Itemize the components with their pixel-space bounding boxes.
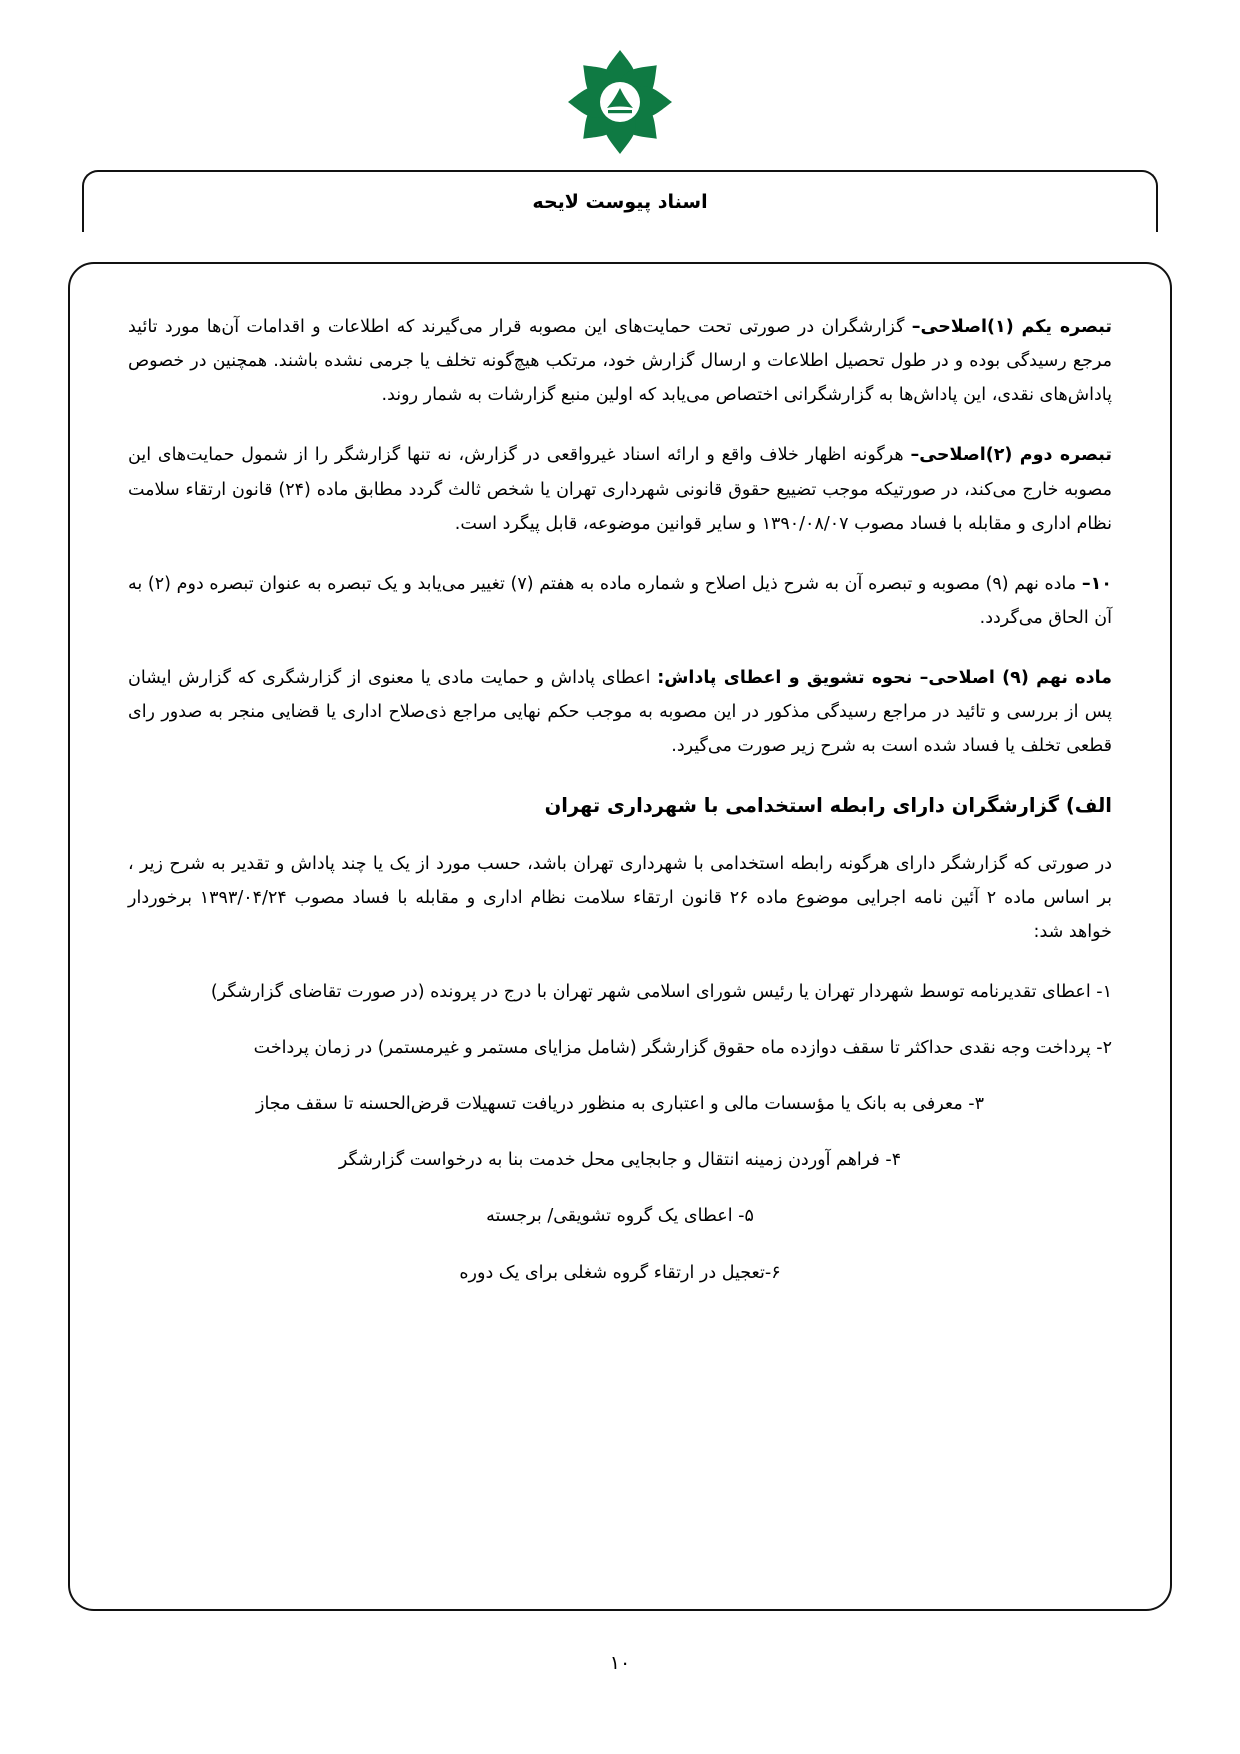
section-heading: الف) گزارشگران دارای رابطه استخدامی با شهرداری تهران [544, 794, 1112, 818]
paragraph-note-2-text: هرگونه اظهار خلاف واقع و ارائه اسناد غیرواقعی در گزارش، نه تنها گزارشگر را از شمول حمایت‌های این مصوبه خارج می‌کند، در صورتیکه موجب تضییع حقوق قانونی شهرداری تهران یا شخص ثالث گردد مطابق ماده (۲۴) قانون ارتقاء سلامت نظام اداری و مقابله با فساد مصوب ۱۳۹۰/۰۸/۰۷ و سایر قوانین موضوعه، قابل پیگرد است. [128, 445, 1112, 534]
paragraph-note-1-text: گزارشگران در صورتی تحت حمایت‌های این مصوبه قرار می‌گیرند که اطلاعات و اقدامات آن‌ها مورد تائید مرجع رسیدگی بوده و در طول تحصیل اطلاعات و ارسال گزارش خود، مرتکب هیچ‌گونه تخلف یا جرمی نشده باشند. همچنین در خصوص پاداش‌های نقدی، این پاداش‌ها به گزارشگرانی اختصاص می‌یابد که اولین منبع گزارشات به شمار روند. [128, 317, 1112, 406]
paragraph-article-9-lead: ماده نهم (۹) اصلاحی– نحوه تشویق و اعطای پاداش: [657, 668, 1112, 688]
paragraph-item-10-text: ماده نهم (۹) مصوبه و تبصره آن به شرح ذیل اصلاح و شماره ماده به هفتم (۷) تغییر می‌یابد و یک تبصره به عنوان تبصره دوم (۲) به آن الحاق می‌گردد. [128, 573, 1112, 628]
list-item: ۶-تعجیل در ارتقاء گروه شغلی برای یک دوره [459, 1262, 781, 1283]
paragraph-article-9 [128, 661, 1112, 763]
document-body [128, 310, 1112, 1290]
page-number: ۱۰ [609, 1652, 631, 1674]
tehran-municipality-logo-icon [0, 42, 1240, 162]
paragraph-note-2 [128, 438, 1112, 540]
document-header-bar [82, 170, 1158, 232]
list-item: ۴- فراهم آوردن زمینه انتقال و جابجایی محل خدمت بنا به درخواست گزارشگر [338, 1150, 902, 1171]
paragraph-note-2-lead: تبصره دوم (۲)اصلاحی– [910, 445, 1112, 466]
list-item: ۵- اعطای یک گروه تشویقی/ برجسته [486, 1206, 754, 1227]
paragraph-note-1-lead: تبصره یکم (۱)اصلاحی– [911, 317, 1112, 337]
list-item: ۱- اعطای تقدیرنامه توسط شهردار تهران یا رئیس شورای اسلامی شهر تهران با درج در پرونده (در صورت تقاضای گزارشگر) [210, 981, 1112, 1002]
section-intro-paragraph: در صورتی که گزارشگر دارای هرگونه رابطه استخدامی با شهرداری تهران باشد، حسب مورد از یک یا چند پاداش و تقدیر به شرح زیر ، بر اساس ماده ۲ آئین نامه اجرایی موضوع ماده ۲۶ قانون ارتقاء سلامت نظام اداری و مقابله با فساد مصوب ۱۳۹۳/۰۴/۲۴ برخوردار خواهد شد: [128, 853, 1112, 942]
document-content-frame [68, 262, 1172, 1611]
list-item: ۳- معرفی به بانک یا مؤسسات مالی و اعتباری به منظور دریافت تسهیلات قرض‌الحسنه تا سقف مجاز [256, 1094, 984, 1115]
paragraph-item-10 [128, 567, 1112, 635]
paragraph-item-10-lead: ۱۰– [1081, 573, 1112, 594]
paragraph-note-1 [128, 310, 1112, 412]
list-item: ۲- پرداخت وجه نقدی حداکثر تا سقف دوازده ماه حقوق گزارشگر (شامل مزایای مستمر و غیرمستمر) در زمان پرداخت [253, 1038, 1112, 1059]
paragraph-article-9-text: اعطای پاداش و حمایت مادی یا معنوی از گزارشگری که گزارش ایشان پس از بررسی و تائید در مراجع رسیدگی مذکور در این مصوبه به موجب حکم نهایی مراجع ذی‌صلاح اداری یا قضایی منجر به صدور رای قطعی تخلف یا فساد شده است به شرح زیر صورت می‌گیرد. [128, 668, 1112, 757]
page-title: اسناد پیوست لایحه [532, 191, 708, 213]
